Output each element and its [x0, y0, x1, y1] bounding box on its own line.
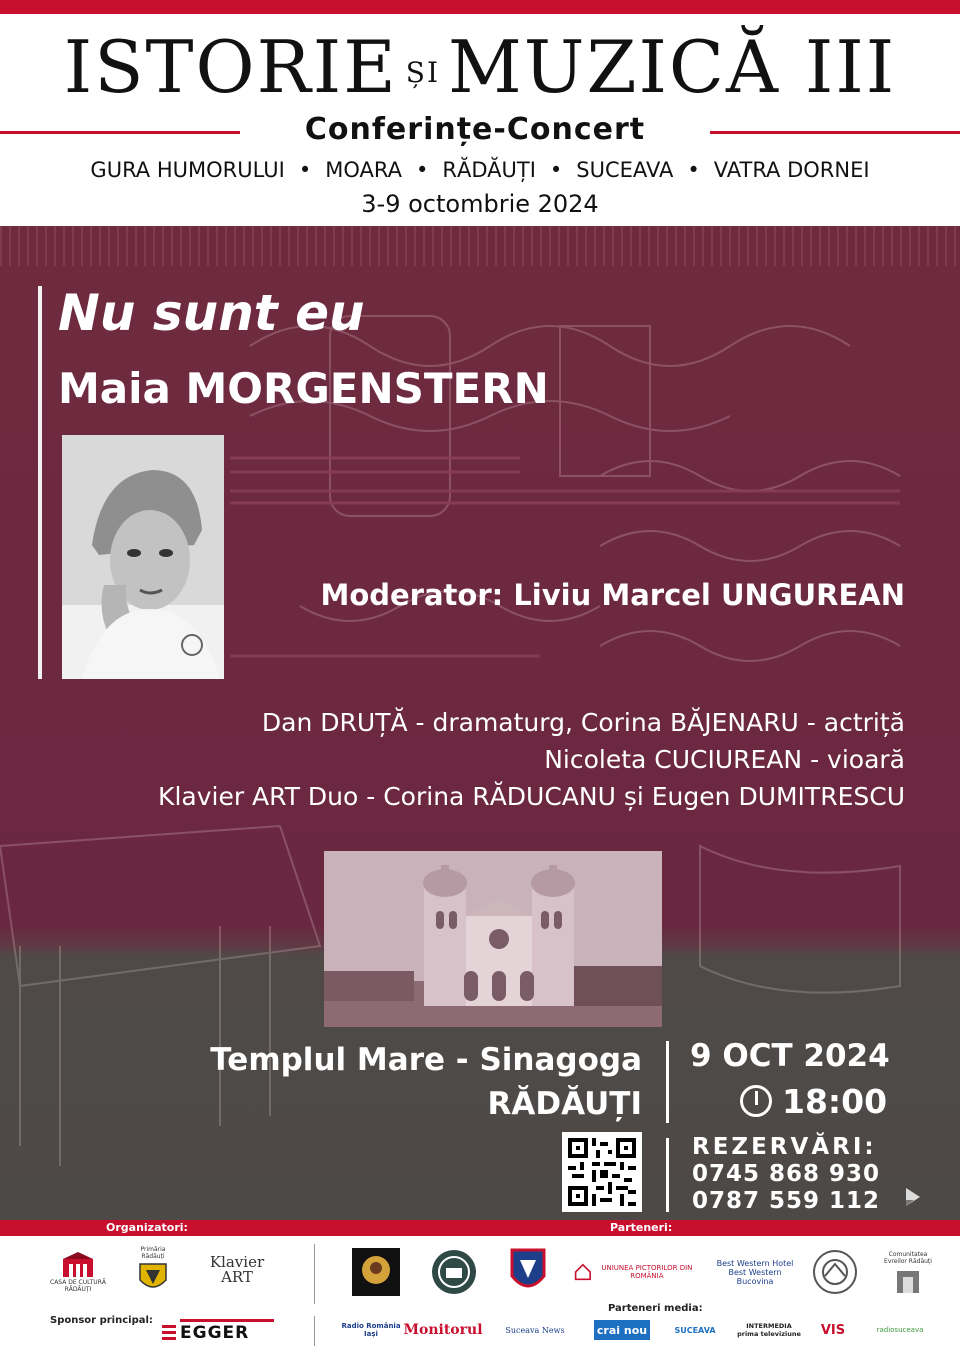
reservations-label: REZERVĂRI: [692, 1134, 877, 1160]
subtitle-row [0, 112, 960, 148]
credit-line: Nicoleta CUCIUREAN - vioară [544, 745, 905, 774]
partner-logo [810, 1248, 860, 1296]
partner-logo [508, 1246, 548, 1298]
venue-name [210, 1038, 642, 1126]
artist-name: Maia MORGENSTERN [58, 364, 549, 413]
venue-line: Templul Mare - Sinagoga [210, 1042, 642, 1078]
venue-city: RĂDĂUȚI [487, 1086, 642, 1122]
phone-number[interactable]: 0745 868 930 [692, 1161, 881, 1187]
performer-credits [158, 704, 905, 815]
title-part-2: MUZICĂ III [448, 25, 897, 109]
cultural-seal-icon [811, 1248, 859, 1296]
partner-logo [878, 1244, 938, 1300]
city-separator: • [416, 158, 429, 182]
organizer-logo [48, 1244, 108, 1300]
title-connector: ȘI [405, 56, 441, 89]
media-logo: SUCEAVA [674, 1325, 716, 1335]
festival-dates: 3-9 octombrie 2024 [361, 190, 599, 218]
credit-line: Klavier ART Duo - Corina RĂDUCANU și Eugen DUMITRESCU [158, 782, 905, 811]
poster-title [0, 22, 960, 118]
synagogue-photo [324, 851, 662, 1027]
house-outline-icon [574, 1261, 592, 1283]
event-time-value: 18:00 [782, 1082, 888, 1121]
organizer-logo [128, 1240, 178, 1300]
media-logo: VIS [820, 1322, 846, 1338]
city: RĂDĂUȚI [442, 158, 536, 182]
footer-divider [314, 1244, 315, 1304]
icon-logo [352, 1248, 400, 1296]
media-logo: Radio România Iași [341, 1322, 401, 1338]
subtitle-rule-right [710, 131, 960, 134]
community-building-icon [895, 1265, 921, 1293]
footer-divider [314, 1316, 315, 1346]
organizers-label: Organizatori: [106, 1221, 188, 1234]
city: SUCEAVA [576, 158, 674, 182]
accent-vertical-bar [38, 286, 42, 679]
moderator: Moderator: Liviu Marcel UNGUREAN [320, 578, 905, 612]
city-separator: • [687, 158, 700, 182]
sponsor-label: Sponsor principal: [50, 1315, 153, 1326]
logo-caption: CASA DE CULTURĂ RĂDĂUȚI [50, 1279, 106, 1293]
qr-code-icon[interactable] [562, 1132, 642, 1212]
event-date: 9 OCT 2024 [690, 1038, 890, 1074]
subtitle: Conferințe-Concert [304, 112, 646, 147]
klavier-art-logo: Klavier ART [209, 1253, 265, 1286]
reservation-divider [666, 1138, 669, 1212]
crest-icon [508, 1246, 548, 1298]
city-separator: • [298, 158, 312, 182]
city: VATRA DORNEI [713, 158, 870, 182]
egger-mark-icon [162, 1325, 176, 1340]
logo-caption: UNIUNEA PICTORILOR DIN ROMÂNIA [601, 1264, 693, 1280]
clock-icon [740, 1085, 772, 1117]
cities-list [0, 158, 960, 182]
city-separator: • [549, 158, 563, 182]
partners-label: Parteneri: [610, 1221, 673, 1234]
partner-logo [352, 1248, 400, 1296]
designer-logo-icon [904, 1186, 922, 1208]
event-time [740, 1082, 887, 1121]
venue-divider [666, 1041, 669, 1123]
partner-logo [430, 1248, 478, 1296]
main-panel [0, 226, 960, 1220]
city: MOARA [325, 158, 402, 182]
media-logo: Monitorul [403, 1322, 483, 1338]
museum-seal-icon [430, 1248, 478, 1296]
sponsor-name: EGGER [180, 1323, 250, 1343]
partner-logo: Best Western Hotel Best Western Bucovina [716, 1258, 794, 1286]
media-logo: crai nou [594, 1320, 650, 1340]
egger-logo [162, 1324, 274, 1342]
egger-line [180, 1319, 274, 1322]
work-title: Nu sunt eu [58, 284, 365, 342]
logo-caption: Primăria Rădăuți [140, 1246, 166, 1260]
media-partners-label: Parteneri media: [608, 1303, 703, 1314]
media-logo: INTERMEDIA prima televiziune [737, 1322, 801, 1338]
media-logo: Suceava News [505, 1325, 565, 1335]
coat-of-arms-icon [138, 1260, 168, 1294]
culture-house-icon [61, 1251, 95, 1279]
logo-caption: Comunitatea Evreilor Rădăuți [884, 1251, 932, 1265]
credit-line: Dan DRUȚĂ - dramaturg, Corina BĂJENARU - actriță [261, 708, 905, 737]
partner-logo [574, 1252, 698, 1292]
artist-portrait [62, 435, 224, 679]
top-accent-bar [0, 0, 960, 14]
phone-number[interactable]: 0787 559 112 [692, 1188, 881, 1214]
subtitle-rule-left [0, 131, 240, 134]
city: GURA HUMORULUI [90, 158, 285, 182]
media-logo: radiosuceava [876, 1326, 924, 1334]
title-part-1: ISTORIE [63, 25, 398, 109]
